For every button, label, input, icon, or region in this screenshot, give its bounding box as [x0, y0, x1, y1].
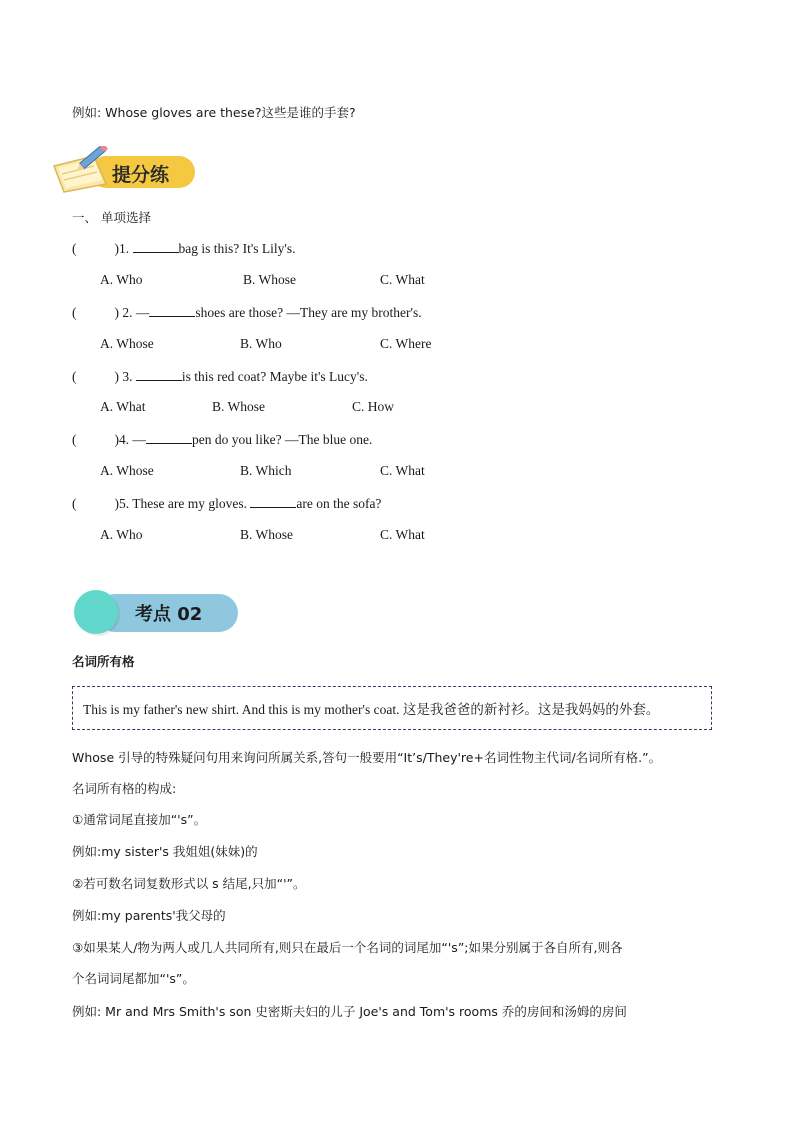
answer-paren-open: (: [72, 369, 77, 384]
question-number: 2. —: [122, 305, 150, 320]
rule-1: ①通常词尾直接加“'s”。: [72, 812, 207, 827]
rule-2: ②若可数名词复数形式以 s 结尾,只加“'”。: [72, 876, 306, 891]
fill-blank[interactable]: [250, 495, 296, 508]
fill-blank[interactable]: [146, 431, 192, 444]
rule-2-example: 例如:my parents'我父母的: [72, 908, 226, 923]
option-b[interactable]: B. Who: [240, 336, 282, 351]
question-2: [72, 304, 422, 321]
option-c[interactable]: C. What: [380, 272, 425, 287]
answer-paren-open: (: [72, 432, 77, 447]
rule-1-example: 例如:my sister's 我姐姐(妹妹)的: [72, 844, 258, 859]
rule-3-line-2: 个名词词尾都加“'s”。: [72, 971, 195, 986]
whose-paragraph: Whose 引导的特殊疑问句用来询问所属关系,答句一般要用“It’s/They're+名词性物主代词/名词所有格.”。: [72, 750, 662, 765]
practice-badge-label: 提分练: [112, 164, 170, 186]
option-b[interactable]: B. Whose: [212, 399, 265, 414]
answer-paren-open: (: [72, 241, 77, 256]
option-c[interactable]: C. What: [380, 527, 425, 542]
answer-paren-open: (: [72, 496, 77, 511]
point-title: 名词所有格: [72, 654, 135, 669]
question-number: 1.: [119, 241, 130, 256]
option-b[interactable]: B. Whose: [240, 527, 293, 542]
rule-3-example: 例如: Mr and Mrs Smith's son 史密斯夫妇的儿子 Joe's and Tom's rooms 乔的房间和汤姆的房间: [72, 1004, 627, 1019]
key-point-label: 考点 02: [135, 604, 203, 625]
rule-3-line-1: ③如果某人/物为两人或几人共同所有,则只在最后一个名词的词尾加“'s”;如果分别属于各自所有,则各: [72, 940, 623, 955]
option-a[interactable]: A. What: [100, 399, 146, 414]
question-text: shoes are those? —They are my brother's.: [195, 305, 422, 320]
notepad-pencil-icon: [50, 146, 114, 194]
section-one-title: 一、 单项选择: [72, 210, 151, 225]
question-number: 3.: [122, 369, 133, 384]
question-text: bag is this? It's Lily's.: [178, 241, 296, 256]
fill-blank[interactable]: [133, 240, 179, 253]
question-1: [72, 240, 296, 257]
question-3: [72, 368, 368, 385]
practice-badge: [50, 138, 195, 194]
question-text: pen do you like? —The blue one.: [192, 432, 373, 447]
answer-paren-open: (: [72, 305, 77, 320]
intro-example: 例如: Whose gloves are these?这些是谁的手套?: [72, 105, 356, 120]
formation-title: 名词所有格的构成:: [72, 781, 177, 796]
answer-paren-close: ): [114, 432, 119, 447]
option-c[interactable]: C. Where: [380, 336, 432, 351]
option-c[interactable]: C. How: [352, 399, 395, 414]
answer-paren-close: ): [114, 305, 119, 320]
option-b[interactable]: B. Whose: [243, 272, 296, 287]
question-number: 4. —: [119, 432, 146, 447]
question-5: [72, 495, 381, 512]
fill-blank[interactable]: [149, 304, 195, 317]
question-number: 5. These are my gloves.: [119, 496, 247, 511]
option-b[interactable]: B. Which: [240, 463, 292, 478]
fill-blank[interactable]: [136, 368, 182, 381]
example-box-text: This is my father's new shirt. And this is my mother's coat. 这是我爸爸的新衬衫。这是我妈妈的外套。: [83, 702, 660, 717]
question-4: [72, 431, 372, 448]
option-a[interactable]: A. Whose: [100, 336, 154, 351]
answer-paren-close: ): [114, 496, 119, 511]
key-point-circle: [74, 590, 118, 634]
option-a[interactable]: A. Who: [100, 272, 143, 287]
answer-paren-close: ): [114, 241, 119, 256]
key-point-badge: [72, 588, 242, 636]
example-box: [72, 686, 712, 730]
question-text: are on the sofa?: [296, 496, 382, 511]
option-a[interactable]: A. Who: [100, 527, 143, 542]
answer-paren-close: ): [114, 369, 119, 384]
question-text: is this red coat? Maybe it's Lucy's.: [181, 369, 368, 384]
option-c[interactable]: C. What: [380, 463, 425, 478]
option-a[interactable]: A. Whose: [100, 463, 154, 478]
